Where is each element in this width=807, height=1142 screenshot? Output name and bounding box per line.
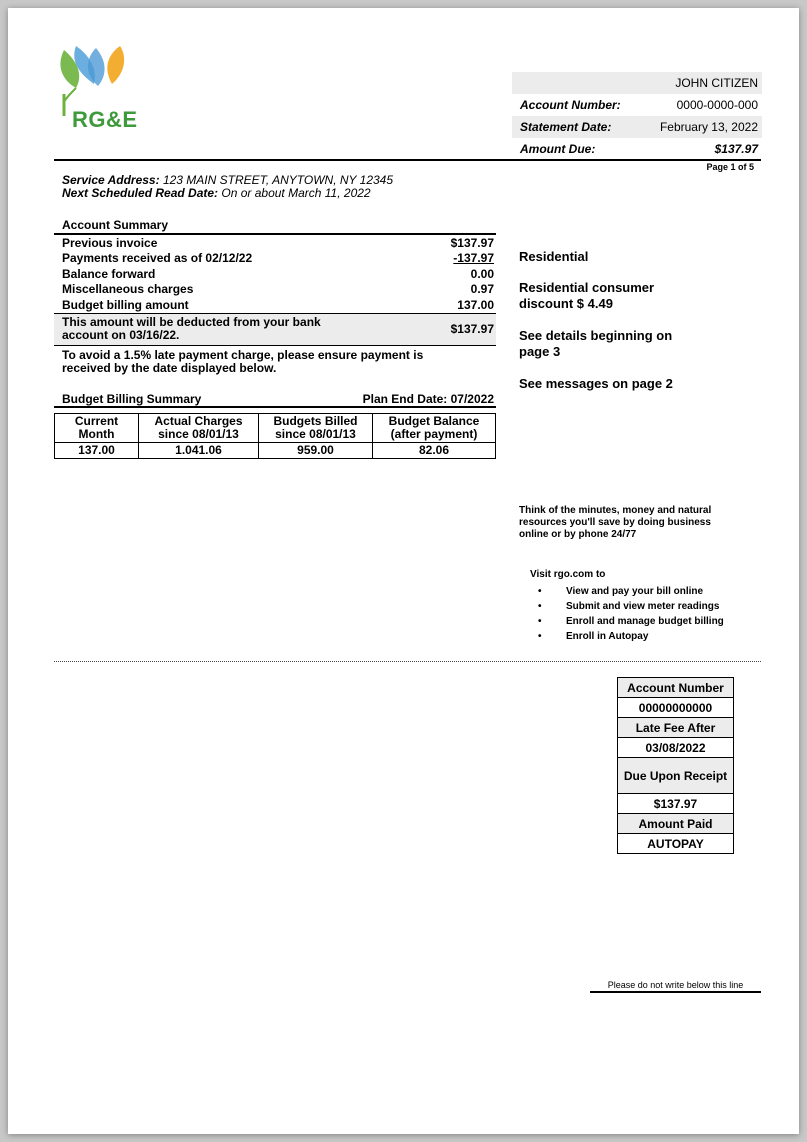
remit-paid-value: AUTOPAY — [618, 834, 734, 854]
amount-due-row — [512, 138, 762, 160]
column-header: Budget Balance (after payment) — [373, 414, 496, 443]
residential-label: Residential — [519, 249, 589, 264]
table-row — [618, 738, 734, 758]
remit-account-value: 00000000000 — [618, 698, 734, 718]
remit-due-value: $137.97 — [618, 794, 734, 814]
amount-due-label: Amount Due: — [520, 142, 596, 156]
summary-label: Balance forward — [62, 266, 156, 281]
consumer-discount: Residential consumer discount $ 4.49 — [519, 280, 655, 311]
visit-list — [530, 584, 724, 644]
remit-account-label: Account Number — [618, 678, 734, 698]
next-read-value: On or about March 11, 2022 — [218, 186, 371, 200]
remit-late-value: 03/08/2022 — [618, 738, 734, 758]
late-payment-note: To avoid a 1.5% late payment charge, please ensure payment is received by the date displayed below. — [62, 347, 424, 375]
column-header: Actual Charges since 08/01/13 — [139, 414, 259, 443]
brand-name: RG&E — [72, 107, 138, 132]
deduction-box — [54, 313, 496, 346]
amount-due-value: $137.97 — [714, 142, 758, 156]
budget-billing-title: Budget Billing Summary — [62, 392, 202, 406]
account-header-box — [512, 72, 762, 160]
list-item: • Submit and view meter readings — [530, 599, 724, 614]
header-divider — [54, 159, 761, 161]
summary-row — [54, 297, 496, 313]
table-row — [618, 758, 734, 794]
column-header: Budgets Billed since 08/01/13 — [259, 414, 373, 443]
summary-amount: 0.00 — [470, 266, 494, 281]
table-cell: 137.00 — [55, 443, 139, 459]
summary-amount: $137.97 — [450, 235, 494, 250]
account-summary-rows — [54, 233, 496, 313]
summary-amount: 0.97 — [470, 282, 494, 297]
service-address-label: Service Address: — [62, 173, 160, 187]
visit-title: Visit rgo.com to — [530, 569, 606, 580]
budget-billing-table — [54, 413, 496, 459]
account-summary — [54, 218, 496, 375]
summary-label: Previous invoice — [62, 235, 158, 250]
summary-row — [54, 266, 496, 282]
table-row — [618, 678, 734, 698]
account-summary-title: Account Summary — [62, 218, 169, 232]
list-item: • Enroll and manage budget billing — [530, 614, 724, 629]
table-row — [55, 443, 496, 459]
remit-due-label: Due Upon Receipt — [618, 758, 734, 794]
list-item: • View and pay your bill online — [530, 584, 724, 599]
account-number-value: 0000-0000-000 — [676, 98, 758, 112]
table-row — [618, 794, 734, 814]
visit-section — [530, 569, 724, 644]
service-address-value: 123 MAIN STREET, ANYTOWN, NY 12345 — [159, 173, 394, 187]
deduction-amount: $137.97 — [450, 321, 494, 336]
summary-label: Miscellaneous charges — [62, 282, 194, 297]
service-info — [62, 174, 393, 200]
summary-amount: 137.00 — [457, 297, 494, 312]
remit-late-label: Late Fee After — [618, 718, 734, 738]
summary-label: Budget billing amount — [62, 297, 189, 312]
remit-paid-label: Amount Paid — [618, 814, 734, 834]
table-row — [618, 814, 734, 834]
table-row — [618, 718, 734, 738]
list-item: • Enroll in Autopay — [530, 629, 724, 644]
account-number-row — [512, 94, 762, 116]
think-message: Think of the minutes, money and natural resources you'll save by doing business online or by phone 24/77 — [519, 505, 712, 540]
remittance-stub — [617, 677, 734, 854]
table-row — [618, 834, 734, 854]
see-messages: See messages on page 2 — [519, 376, 673, 391]
statement-date-row — [512, 116, 762, 138]
table-cell: 959.00 — [259, 443, 373, 459]
page-number: Page 1 of 5 — [706, 162, 754, 172]
summary-row — [54, 251, 496, 267]
do-not-write-line: Please do not write below this line — [590, 980, 761, 993]
summary-row — [54, 282, 496, 298]
budget-billing-header — [54, 392, 496, 408]
summary-label: Payments received as of 02/12/22 — [62, 251, 253, 266]
deduction-text: This amount will be deducted from your bank account on 03/16/22. — [62, 315, 321, 342]
table-row — [618, 698, 734, 718]
tear-line — [54, 661, 761, 662]
statement-date-value: February 13, 2022 — [659, 120, 758, 134]
summary-row — [54, 235, 496, 251]
table-row — [55, 414, 496, 443]
next-read-label: Next Scheduled Read Date: — [62, 186, 219, 200]
summary-amount: -137.97 — [453, 251, 494, 266]
column-header: Current Month — [55, 414, 139, 443]
next-read-date — [62, 187, 393, 200]
table-cell: 1.041.06 — [139, 443, 259, 459]
statement-date-label: Statement Date: — [520, 120, 612, 134]
customer-name: JOHN CITIZEN — [675, 76, 758, 90]
account-number-label: Account Number: — [520, 98, 621, 112]
plan-end-date: Plan End Date: 07/2022 — [362, 392, 494, 406]
bill-page — [8, 8, 799, 1134]
customer-name-row — [512, 72, 762, 94]
see-details: See details beginning on page 3 — [519, 328, 673, 359]
table-cell: 82.06 — [373, 443, 496, 459]
